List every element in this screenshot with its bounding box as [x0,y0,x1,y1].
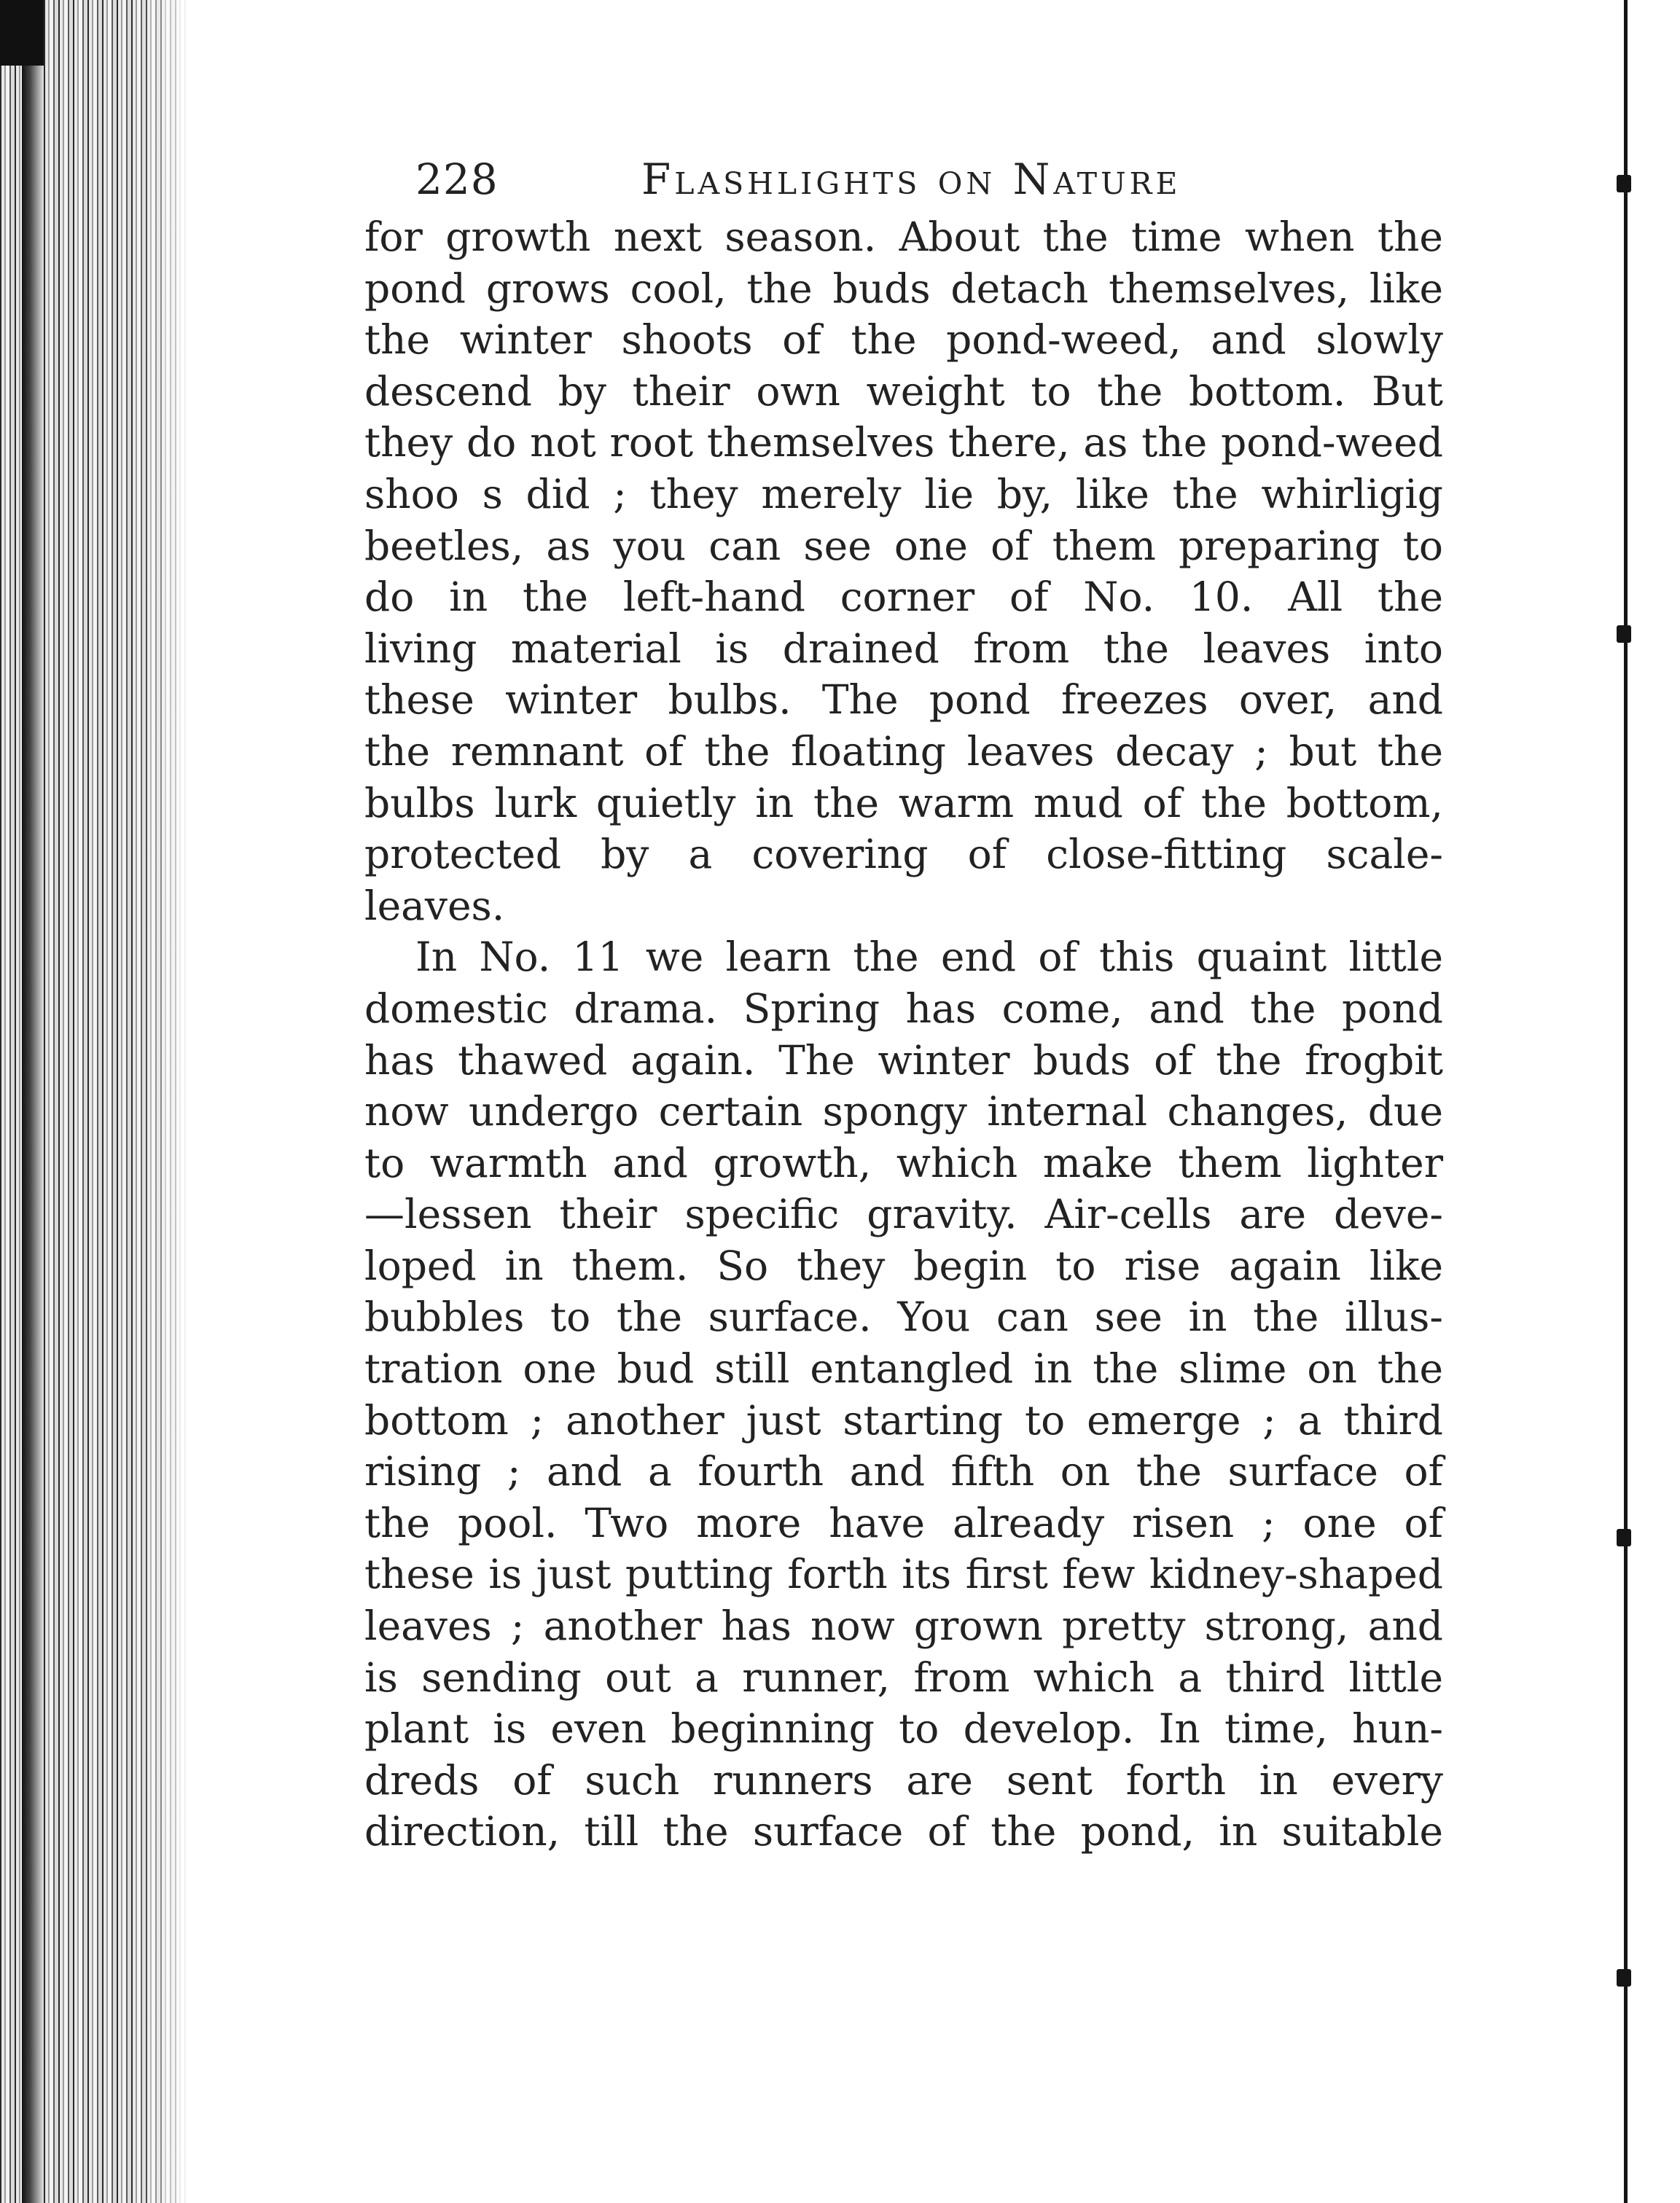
text-line: direction, till the surface of the pond, in suitable [364,1808,1443,1855]
text-line: living material is drained from the leaves into [364,625,1443,672]
text-line: protected by a covering of close-fitting scale- [364,831,1443,878]
book-edge-top-shadow [0,0,44,66]
text-line: for growth next season. About the time when the [364,214,1443,260]
text-line: bulbs lurk quietly in the warm mud of the bottom, [364,779,1443,826]
paragraph-1 [364,211,1443,931]
book-page [364,146,1443,1858]
text-line: the pool. Two more have already risen ; one of [364,1499,1443,1546]
text-line: leaves. [364,882,505,929]
paragraph-2 [364,931,1443,1858]
text-line: pond grows cool, the buds detach themselves, like [364,265,1443,312]
book-spine-shadow [22,29,42,2203]
text-line: domestic drama. Spring has come, and the pond [364,985,1443,1032]
text-line: to warmth and growth, which make them lighter [364,1139,1443,1186]
right-border-mark [1617,1969,1631,1987]
text-line: tration one bud still entangled in the slime on the [364,1345,1443,1393]
text-line: leaves ; another has now grown pretty strong, and [364,1603,1443,1650]
text-line: do in the left-hand corner of No. 10. All the [364,574,1443,621]
text-line: these is just putting forth its first few kidney-shaped [364,1551,1443,1598]
text-line: bubbles to the surface. You can see in the illus- [364,1294,1443,1341]
text-line: In No. 11 we learn the end of this quaint little [415,934,1443,981]
text-line: shoo s did ; they merely lie by, like the whirligig [364,470,1443,517]
text-line: is sending out a runner, from which a third little [364,1654,1443,1701]
text-line: loped in them. So they begin to rise again like [364,1242,1443,1289]
text-line: —lessen their specific gravity. Air-cells are deve- [364,1191,1443,1238]
text-line: dreds of such runners are sent forth in every [364,1756,1443,1804]
page-number: 228 [415,154,499,204]
text-line: beetles, as you can see one of them preparing to [364,522,1443,569]
right-border-mark [1617,175,1631,192]
text-line: has thawed again. The winter buds of the frogbit [364,1036,1443,1084]
running-title: Flashlights on Nature [641,154,1181,204]
right-border-mark [1617,1529,1631,1546]
text-line: they do not root themselves there, as the pond-weed [364,419,1443,466]
right-border-mark [1617,625,1631,643]
text-line: now undergo certain spongy internal changes, due [364,1088,1443,1135]
text-line: descend by their own weight to the bottom. But [364,367,1443,415]
text-line: these winter bulbs. The pond freezes over, and [364,676,1443,724]
book-edge-fade [138,0,190,2203]
text-line: the remnant of the floating leaves decay ; but the [364,727,1443,775]
running-head [415,146,1443,211]
text-line: rising ; and a fourth and fifth on the surface of [364,1448,1443,1495]
body-text [364,211,1443,1858]
text-line: plant is even beginning to develop. In time, hun- [364,1705,1443,1753]
right-page-border [1624,0,1628,2203]
text-line: the winter shoots of the pond-weed, and slowly [364,316,1443,364]
text-line: bottom ; another just starting to emerge ; a third [364,1396,1443,1444]
